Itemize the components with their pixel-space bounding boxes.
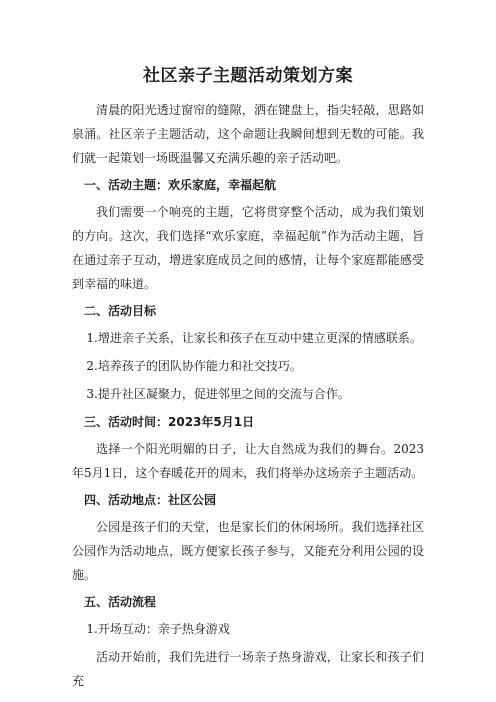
- section-heading-process: 五、活动流程: [84, 595, 157, 609]
- goal-item-2: 2.培养孩子的团队协作能力和社交技巧。: [86, 359, 302, 373]
- goal-item-1: 1.增进亲子关系，让家长和孩子在互动中建立更深的情感联系。: [86, 331, 422, 345]
- goal-item-3: 3.提升社区凝聚力，促进邻里之间的交流与合作。: [86, 387, 350, 401]
- section-body-theme: 我们需要一个响亮的主题，它将贯穿整个活动，成为我们策划的方向。这次，我们选择“欢乐家庭，幸福起航”作为活动主题，旨在通过亲子互动，增进家庭成员之间的感情，让每个家庭都能感受到幸福的味道。: [72, 205, 424, 291]
- section-heading-goals: 二、活动目标: [84, 304, 157, 318]
- intro-paragraph: 清晨的阳光透过窗帘的缝隙，洒在键盘上，指尖轻敲，思路如泉涌。社区亲子主题活动，这个命题让我瞬间想到无数的可能。我们就一起策划一场既温馨又充满乐趣的亲子活动吧。: [72, 103, 424, 165]
- process-item-1: 1.开场互动：亲子热身游戏: [86, 622, 230, 636]
- section-body-time: 选择一个阳光明媚的日子，让大自然成为我们的舞台。2023年5月1日，这个春暖花开的周末，我们将举办这场亲子主题活动。: [72, 442, 424, 480]
- section-heading-theme: 一、活动主题：欢乐家庭，幸福起航: [84, 178, 277, 192]
- section-body-location: 公园是孩子们的天堂，也是家长们的休闲场所。我们选择社区公园作为活动地点，既方便家长孩子参与，又能充分利用公园的设施。: [72, 520, 424, 582]
- section-heading-location: 四、活动地点：社区公园: [84, 493, 217, 507]
- section-body-process: 活动开始前，我们先进行一场亲子热身游戏，让家长和孩子们充: [72, 650, 424, 688]
- document-title: 社区亲子主题活动策划方案: [143, 66, 353, 86]
- section-heading-time: 三、活动时间：2023年5月1日: [84, 415, 255, 429]
